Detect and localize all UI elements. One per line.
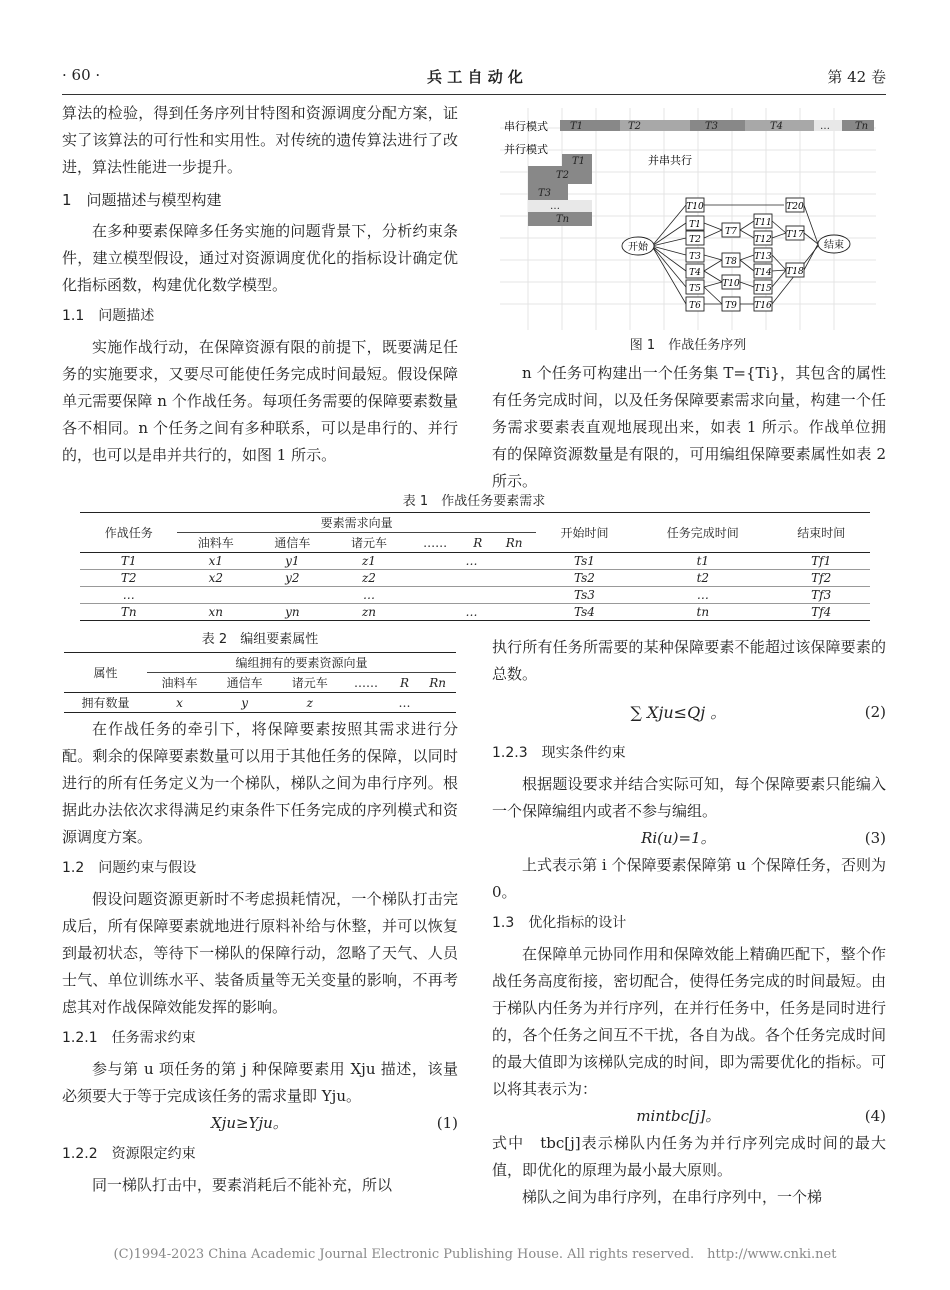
table-cell: Ts3 xyxy=(536,587,633,604)
figure-caption: 图 1 作战任务序列 xyxy=(629,338,747,353)
subsection-heading: 1.2.1 任务需求约束 xyxy=(62,1030,196,1046)
table-subheader: R xyxy=(463,533,493,553)
table-header: 任务完成时间 xyxy=(633,513,772,553)
paragraph: 算法的检验，得到任务序列甘特图和资源调度分配方案，证实了该算法的可行性和实用性。对传统的遗传算法进行了改进，算法性能进一步提升。 xyxy=(62,104,458,176)
table-cell xyxy=(342,693,389,713)
task-node-label: T15 xyxy=(754,284,772,294)
equation-4 xyxy=(492,1103,886,1130)
table-cell: t2 xyxy=(633,570,772,587)
equation-2 xyxy=(492,688,886,736)
table-subheader: 通信车 xyxy=(254,533,331,553)
serial-task: T3 xyxy=(705,121,719,132)
table-cell: Ts4 xyxy=(536,604,633,621)
task-node-label: T5 xyxy=(689,284,701,294)
task-node-label: T17 xyxy=(786,230,804,240)
table-subheader: R xyxy=(390,673,420,693)
parallel-label: 并行模式 xyxy=(504,143,548,156)
table-cell: xn xyxy=(177,604,254,621)
section-heading: 1 问题描述与模型构建 xyxy=(62,191,222,209)
equation-number: (1) xyxy=(436,1114,458,1132)
table-cell xyxy=(254,587,331,604)
table-cell: … xyxy=(331,587,408,604)
paragraph: 假设问题资源更新时不考虑损耗情况，一个梯队打击完成后，所有保障要素就地进行原料补给与休整，并可以恢复到最初状态，等待下一梯队的保障行动，忽略了天气、人员士气、单位训练水平、装备质量等无关变量的影响，不再考虑其对作战保障效能发挥的影响。 xyxy=(62,890,458,1016)
table2-caption: 表 2 编组要素属性 xyxy=(201,632,319,647)
task-node-label: T12 xyxy=(754,235,772,245)
serial-task: T1 xyxy=(570,121,584,132)
table-header: 结束时间 xyxy=(772,513,870,553)
table-header: 作战任务 xyxy=(80,513,177,553)
task-node-label: T11 xyxy=(754,218,772,228)
table-cell: t1 xyxy=(633,553,772,570)
subsection-heading: 1.2 问题约束与假设 xyxy=(62,860,197,876)
paragraph: 在多种要素保障多任务实施的问题背景下，分析约束条件，建立模型假设，通过对资源调度优化的指标设计确定优化指标函数，构建优化数学模型。 xyxy=(62,222,458,294)
subsection-heading: 1.2.3 现实条件约束 xyxy=(492,745,626,761)
volume-label: 第 42 卷 xyxy=(827,68,886,86)
table-row xyxy=(80,553,870,570)
table-cell: Tf4 xyxy=(772,604,870,621)
equation-text: ∑ Xju≤Qj 。 xyxy=(630,702,727,722)
paragraph: 执行所有任务所需要的某种保障要素不能超过该保障要素的总数。 xyxy=(492,638,886,683)
table-cell: Tf2 xyxy=(772,570,870,587)
parallel-task: Tn xyxy=(556,214,570,225)
right-column-top xyxy=(492,360,886,495)
table-cell: … xyxy=(633,587,772,604)
equation-number: (2) xyxy=(864,702,886,721)
table-cell: Ts2 xyxy=(536,570,633,587)
table-subheader: 油料车 xyxy=(147,673,212,693)
paragraph: 在保障单元协同作用和保障效能上精确匹配下，整个作战任务高度衔接，密切配合，使得任务完成的时间最短。由于梯队内任务为并行序列，在并行任务中，任务是同时进行的，各个任务之间互不干扰，各自为战。各个任务完成时间的最大值即为该梯队完成的时间，即为需要优化的指标。可以将其表示为： xyxy=(492,945,886,1098)
serial-task: T4 xyxy=(770,121,784,132)
journal-title: 兵 工 自 动 化 xyxy=(427,68,523,86)
serial-task: T2 xyxy=(628,121,642,132)
table-cell: Tn xyxy=(80,604,177,621)
table-cell: zn xyxy=(331,604,408,621)
paragraph: 实施作战行动，在保障资源有限的前提下，既要满足任务的实施要求，又要尽可能使任务完成时间最短。假设保障单元需要保障 n 个作战任务。每项任务需要的保障要素数量各不相同。n 个任务之间有多种联系，可以是串行的、并行的，也可以是串并共行的，如图 1 所示。 xyxy=(62,338,458,464)
left-column-top xyxy=(62,100,458,469)
table-cell: y2 xyxy=(254,570,331,587)
table-row xyxy=(80,604,870,621)
table-cell: T1 xyxy=(80,553,177,570)
page-number: · 60 · xyxy=(62,66,101,84)
task-node-label: T1 xyxy=(689,220,701,230)
table-cell: … xyxy=(80,587,177,604)
table-header: 编组拥有的要素资源向量 xyxy=(147,653,456,673)
task-node-label: T20 xyxy=(786,202,804,212)
equation-number: (3) xyxy=(864,829,886,847)
serial-task: … xyxy=(820,121,830,132)
table-subheader: 通信车 xyxy=(212,673,277,693)
parallel-task: T1 xyxy=(572,156,586,167)
parallel-task: … xyxy=(550,201,560,212)
copyright-footer: (C)1994-2023 China Academic Journal Electronic Publishing House. All rights reserved. http://www.cnki.net xyxy=(113,1247,837,1262)
parallel-task: T2 xyxy=(556,170,570,181)
table-cell: x1 xyxy=(177,553,254,570)
parallel-task: T3 xyxy=(538,188,552,199)
equation-text: Xju≥Yju。 xyxy=(210,1114,288,1132)
paragraph: 梯队之间为串行序列，在串行序列中，一个梯 xyxy=(522,1188,823,1206)
table-subheader: 诸元车 xyxy=(277,673,342,693)
task-node-label: T18 xyxy=(786,267,804,277)
equation-number: (4) xyxy=(864,1107,886,1125)
start-label: 开始 xyxy=(628,242,648,253)
left-column-bottom xyxy=(62,716,458,1199)
table-cell: … xyxy=(390,693,420,713)
table-row xyxy=(80,587,870,604)
task-node-label: T4 xyxy=(689,268,701,278)
table-2 xyxy=(64,652,456,713)
subsection-heading: 1.3 优化指标的设计 xyxy=(492,915,627,931)
table-subheader: Rn xyxy=(419,673,456,693)
paragraph: 上式表示第 i 个保障要素保障第 u 个保障任务，否则为 0。 xyxy=(492,856,886,901)
paragraph: n 个任务可构建出一个任务集 T={Ti}，其包含的属性有任务完成时间，以及任务保障要素需求向量，构建一个任务需求要素表直观地展现出来，如表 1 所示。作战单位拥有的保障资源数量是有限的，可用编组保障要素属性如表 2 所示。 xyxy=(492,364,886,490)
table-cell: Tf1 xyxy=(772,553,870,570)
end-label: 结束 xyxy=(824,240,844,251)
table1-caption: 表 1 作战任务要素需求 xyxy=(402,494,546,509)
paragraph: 同一梯队打击中，要素消耗后不能补充，所以 xyxy=(92,1176,393,1194)
task-node-label: T14 xyxy=(754,268,772,278)
table-cell: y xyxy=(212,693,277,713)
task-node-label: T3 xyxy=(689,252,701,262)
table-cell: y1 xyxy=(254,553,331,570)
right-column-bottom xyxy=(492,634,886,1211)
task-node-label: T13 xyxy=(754,252,772,262)
table-subheader: …… xyxy=(407,533,463,553)
equation-text: Ri(u)=1。 xyxy=(641,829,716,847)
paragraph: 式中 tbc[j]表示梯队内任务为并行序列完成时间的最大值，即优化的原理为最小最大原则。 xyxy=(492,1134,886,1179)
task-node-label: T7 xyxy=(725,227,737,237)
header-rule xyxy=(62,94,886,95)
table-cell: x2 xyxy=(177,570,254,587)
task-node-label: T2 xyxy=(689,235,701,245)
table-cell: yn xyxy=(254,604,331,621)
mixed-label: 并串共行 xyxy=(648,154,692,167)
table-cell: z2 xyxy=(331,570,408,587)
table-cell: x xyxy=(147,693,212,713)
table-cell: Tf3 xyxy=(772,587,870,604)
equation-3 xyxy=(492,825,886,852)
task-node-label: T6 xyxy=(689,301,701,311)
paragraph: 在作战任务的牵引下，将保障要素按照其需求进行分配。剩余的保障要素数量可以用于其他任务的保障，以同时进行的所有任务定义为一个梯队，梯队之间为串行序列。根据此办法依次求得满足约束条件下任务完成的序列模式和资源调度方案。 xyxy=(62,720,458,846)
table-cell xyxy=(419,693,456,713)
table-cell xyxy=(407,587,535,604)
table-row xyxy=(80,570,870,587)
table-cell: z xyxy=(277,693,342,713)
equation-text: mintbc[j]。 xyxy=(636,1107,721,1125)
table-subheader: 诸元车 xyxy=(331,533,408,553)
serial-task: Tn xyxy=(855,121,869,132)
table-cell xyxy=(407,570,535,587)
task-node-label: T16 xyxy=(754,301,772,311)
table-header: 要素需求向量 xyxy=(177,513,535,533)
subsection-heading: 1.2.2 资源限定约束 xyxy=(62,1146,196,1162)
table-header: 属性 xyxy=(64,653,147,693)
table-subheader: 油料车 xyxy=(177,533,254,553)
task-node-label: T10 xyxy=(722,279,740,289)
task-node-label: T10 xyxy=(686,202,704,212)
task-node-label: T9 xyxy=(725,301,737,311)
table-cell: tn xyxy=(633,604,772,621)
subsection-heading: 1.1 问题描述 xyxy=(62,308,155,324)
table-1 xyxy=(80,512,870,621)
table-cell: z1 xyxy=(331,553,408,570)
table-subheader: Rn xyxy=(493,533,536,553)
equation-1 xyxy=(62,1110,458,1137)
table-cell: … xyxy=(407,604,535,621)
paragraph: 参与第 u 项任务的第 j 种保障要素用 Xju 描述，该量必须要大于等于完成该任务的需求量即 Yju。 xyxy=(62,1060,458,1105)
table-cell: … xyxy=(407,553,535,570)
serial-label: 串行模式 xyxy=(504,120,548,133)
table-cell xyxy=(177,587,254,604)
table-cell: 拥有数量 xyxy=(64,693,147,713)
task-node-label: T8 xyxy=(725,257,737,267)
table-cell: T2 xyxy=(80,570,177,587)
table-header: 开始时间 xyxy=(536,513,633,553)
paragraph: 根据题设要求并结合实际可知，每个保障要素只能编入一个保障编组内或者不参与编组。 xyxy=(492,775,886,820)
figure-1 xyxy=(500,108,876,330)
table-subheader: …… xyxy=(342,673,389,693)
table-cell: Ts1 xyxy=(536,553,633,570)
